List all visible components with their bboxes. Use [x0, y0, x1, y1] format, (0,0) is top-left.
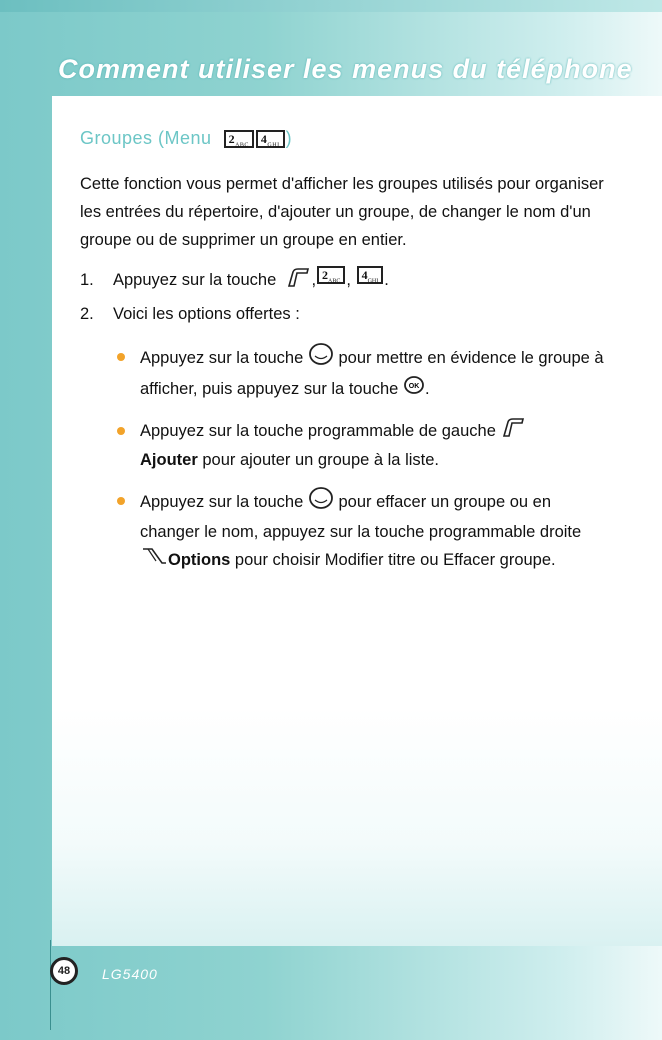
top-strip: [0, 0, 662, 12]
bullet-item-1: Appuyez sur la touche pour mettre en évidence le groupe à afficher, puis appuyez sur la touche OK .: [140, 342, 610, 404]
step-number: 1.: [80, 271, 94, 289]
bullet-item-2: Appuyez sur la touche programmable de gauche Ajouter pour ajouter un groupe à la liste.: [140, 416, 610, 474]
model-label: LG5400: [102, 966, 158, 982]
step-number: 2.: [80, 305, 94, 323]
left-softkey-icon: [285, 266, 311, 297]
page-title: Comment utiliser les menus du téléphone: [58, 54, 633, 84]
step-1: 1. Appuyez sur la touche , $2_{ABC}$ , $4_{GHI}$ .: [80, 266, 389, 297]
nav-key-icon: [308, 342, 334, 375]
step-text: Appuyez sur la touche: [113, 271, 277, 289]
key-4-icon: $4_{GHI}$: [357, 266, 384, 284]
intro-paragraph: Cette fonction vous permet d'afficher les groupes utilisés pour organiser les entrées du répertoire, d'ajouter un groupe, de changer le nom d'un groupe ou de supprimer un groupe en entier.: [80, 175, 604, 249]
nav-key-icon: [308, 486, 334, 519]
footer-divider: [50, 940, 51, 1030]
step-2: [80, 300, 300, 328]
ok-key-icon: [403, 375, 425, 404]
section-heading: [80, 128, 292, 149]
left-softkey-icon: [500, 416, 526, 447]
key-2-icon: $2_{ABC}$: [317, 266, 345, 284]
right-softkey-icon: [140, 546, 168, 575]
bullet-dot: [117, 427, 125, 435]
section-title-prefix: Groupes (Menu: [80, 128, 212, 148]
key-4-icon: $4_{GHI}$: [256, 130, 285, 148]
page-number-badge: 48: [50, 957, 78, 985]
key-2-icon: $2_{ABC}$: [224, 130, 254, 148]
bullet-dot: [117, 353, 125, 361]
section-title-suffix: ): [285, 128, 293, 148]
svg-text:OK: OK: [408, 383, 420, 390]
step-text: Voici les options offertes :: [113, 305, 300, 323]
bullet-item-3: Appuyez sur la touche pour effacer un groupe ou en changer le nom, appuyez sur la touche programmable droite Options pour choisir Modifier titre ou Effacer groupe.: [140, 486, 610, 575]
bullet-dot: [117, 497, 125, 505]
